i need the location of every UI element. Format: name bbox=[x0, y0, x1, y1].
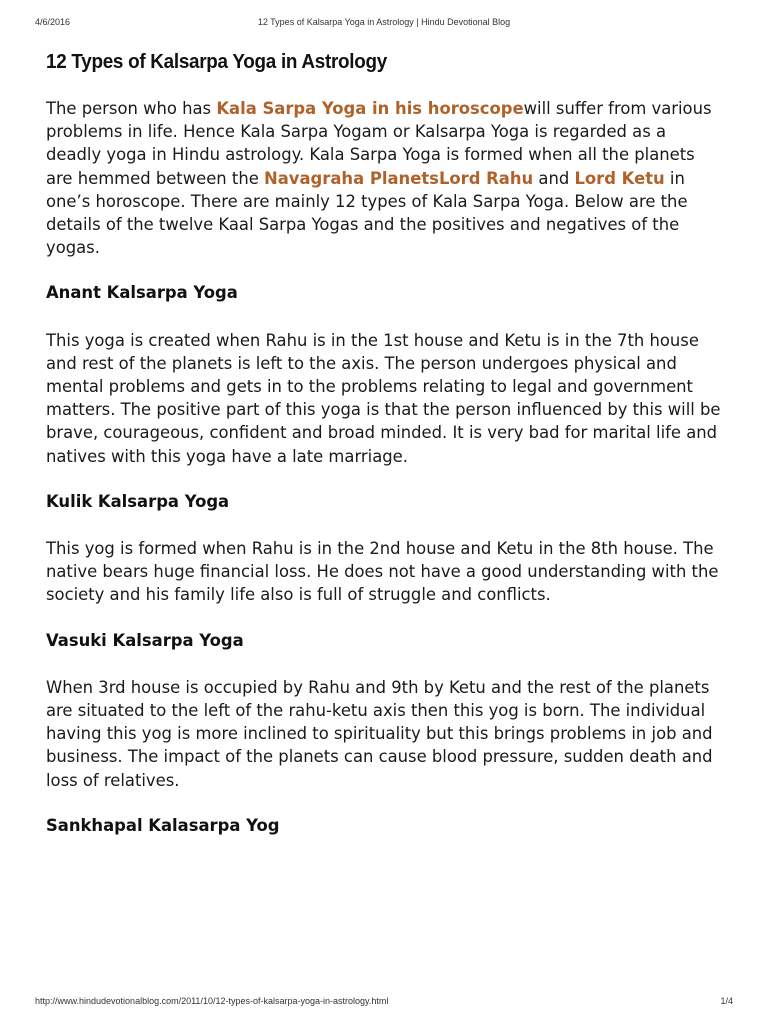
section-heading-kulik: Kulik Kalsarpa Yoga bbox=[46, 491, 230, 511]
section-text-kulik: This yog is formed when Rahu is in the 2nd house and Ketu in the 8th house. The native bears huge financial loss. He does not have a good understanding with the society and his family life also is full of struggle and conflicts. bbox=[46, 539, 719, 605]
lord-ketu-link[interactable]: Lord Ketu bbox=[574, 168, 665, 188]
section-text-anant: This yoga is created when Rahu is in the 1st house and Ketu is in the 7th house and rest of the planets is left to the axis. The person undergoes physical and mental problems and gets in to the problems relating to legal and government matters. The positive part of this yoga is that the person influenced by this will be brave, courageous, confident and broad minded. It is very bad for marital life and natives with this yoga have a late marriage. bbox=[46, 330, 721, 466]
intro-text-3: and bbox=[533, 168, 575, 188]
lord-rahu-link[interactable]: Lord Rahu bbox=[438, 168, 534, 188]
section-heading-anant: Anant Kalsarpa Yoga bbox=[46, 283, 238, 303]
intro-text-1: The person who has bbox=[46, 99, 217, 118]
navagraha-planets-link[interactable]: Navagraha Planets bbox=[264, 168, 439, 188]
print-url: http://www.hindudevotionalblog.com/2011/10/12-types-of-kalsarpa-yoga-in-astrology.html bbox=[35, 996, 389, 1006]
article-body bbox=[46, 97, 726, 861]
kala-sarpa-yoga-link[interactable]: Kala Sarpa Yoga in his horoscope bbox=[216, 99, 524, 118]
print-footer bbox=[35, 996, 733, 1010]
article-title: 12 Types of Kalsarpa Yoga in Astrology bbox=[46, 50, 387, 73]
section-text-vasuki: When 3rd house is occupied by Rahu and 9th by Ketu and the rest of the planets are situated to the left of the rahu-ketu axis then this yog is born. The individual having this yog is more inclined to spirituality but this brings problems in job and business. The impact of the planets can cause blood pressure, sudden death and loss of relatives. bbox=[46, 677, 713, 790]
page-number: 1/4 bbox=[720, 996, 733, 1006]
section-heading-sankhapal: Sankhapal Kalasarpa Yog bbox=[46, 815, 280, 835]
print-page-title: 12 Types of Kalsarpa Yoga in Astrology | Hindu Devotional Blog bbox=[257, 17, 511, 27]
intro-text-2: will suffer from various problems in life. Hence Kala Sarpa Yogam or Kalsarpa Yoga is regarded as a deadly yoga in Hindu astrology. Kala Sarpa Yoga is formed when all the planets are hemmed between the bbox=[46, 99, 712, 188]
print-header bbox=[35, 17, 733, 31]
print-date: 4/6/2016 bbox=[35, 17, 71, 27]
intro-paragraph bbox=[46, 97, 726, 259]
intro-text-4: in one’s horoscope. There are mainly 12 types of Kala Sarpa Yoga. Below are the details of the twelve Kaal Sarpa Yogas and the positives and negatives of the yogas. bbox=[46, 168, 688, 258]
section-heading-vasuki: Vasuki Kalsarpa Yoga bbox=[46, 630, 244, 650]
